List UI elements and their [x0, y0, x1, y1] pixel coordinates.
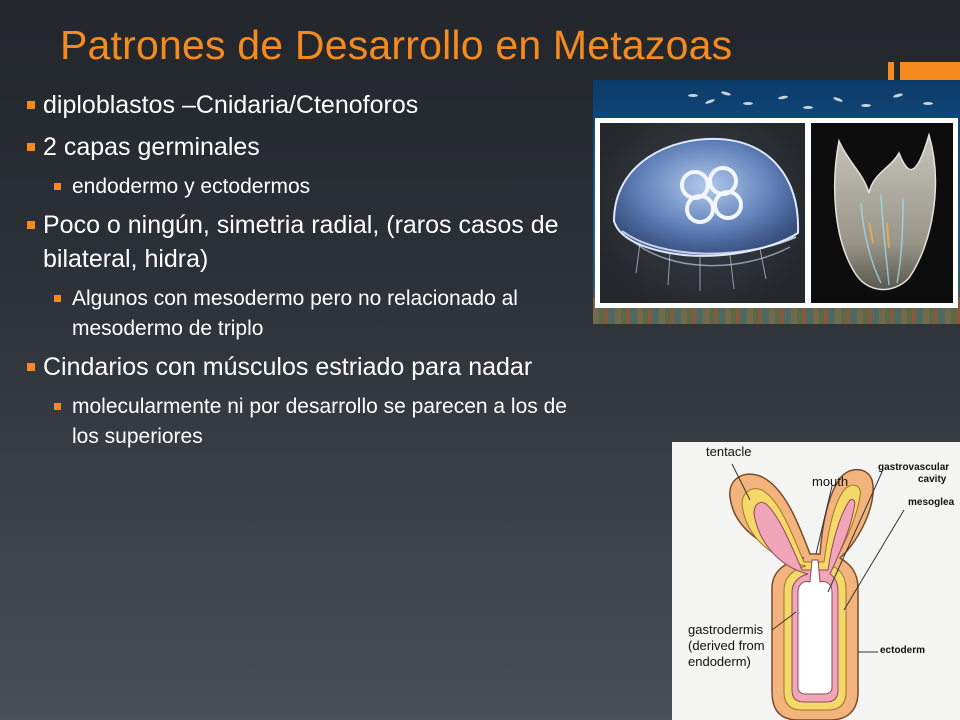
sub-bullet-text: Algunos con mesodermo pero no relacionado al mesodermo de triplo — [72, 287, 518, 340]
accent-bar-horizontal — [900, 62, 960, 80]
bullet-item — [24, 88, 584, 122]
bullet-square-icon — [54, 295, 61, 302]
jellyfish-photo-frame — [595, 118, 810, 308]
label-gastrodermis: gastrodermis — [688, 622, 764, 637]
comb-jelly-photo-frame — [806, 118, 958, 308]
jellyfish-illustration — [600, 123, 805, 303]
bullet-text: diploblastos –Cnidaria/Ctenoforos — [43, 91, 419, 119]
bullet-item — [24, 208, 584, 276]
hydra-diagram — [672, 442, 960, 720]
label-endoderm: endoderm) — [688, 654, 751, 669]
sub-bullet-item — [24, 392, 584, 452]
bullet-square-icon — [27, 363, 35, 371]
bullet-text: Poco o ningún, simetria radial, (raros casos de bilateral, hidra) — [43, 211, 559, 273]
fish-shape — [688, 94, 698, 97]
bullet-square-icon — [54, 403, 61, 410]
bullet-square-icon — [54, 183, 61, 190]
fish-shape — [705, 98, 715, 104]
sub-bullet-item — [24, 284, 584, 344]
comb-jelly-illustration — [811, 123, 953, 303]
comb-jelly-photo — [811, 123, 953, 303]
sub-bullet-text: molecularmente ni por desarrollo se parecen a los de los superiores — [72, 395, 567, 448]
label-derived-from: (derived from — [688, 638, 765, 653]
bullet-text: 2 capas germinales — [43, 133, 260, 161]
bullet-square-icon — [27, 143, 35, 151]
accent-bar-vertical — [888, 62, 894, 80]
bullet-item — [24, 350, 584, 384]
label-tentacle: tentacle — [706, 444, 752, 459]
slide-title: Patrones de Desarrollo en Metazoas — [60, 22, 733, 68]
reef-water-photo — [593, 80, 960, 324]
fish-shape — [721, 91, 731, 96]
fish-shape — [833, 96, 843, 102]
label-mesoglea: mesoglea — [908, 497, 955, 508]
fish-shape — [803, 106, 813, 109]
bullet-item — [24, 130, 584, 164]
sub-bullet-text: endodermo y ectodermos — [72, 175, 311, 198]
label-mouth: mouth — [812, 474, 849, 489]
bullet-square-icon — [27, 221, 35, 229]
fish-shape — [923, 102, 933, 105]
sub-bullet-item — [24, 172, 584, 202]
moon-jellyfish-photo — [600, 123, 805, 303]
fish-shape — [861, 104, 871, 107]
bullet-square-icon — [27, 101, 35, 109]
fish-shape — [893, 93, 903, 98]
label-cavity: cavity — [918, 474, 947, 485]
fish-shape — [778, 95, 788, 100]
label-gastrovascular: gastrovascular — [878, 462, 950, 473]
fish-shape — [743, 102, 753, 105]
label-ectoderm: ectoderm — [880, 645, 926, 656]
bullet-list — [24, 88, 584, 458]
bullet-text: Cindarios con músculos estriado para nadar — [43, 353, 533, 381]
